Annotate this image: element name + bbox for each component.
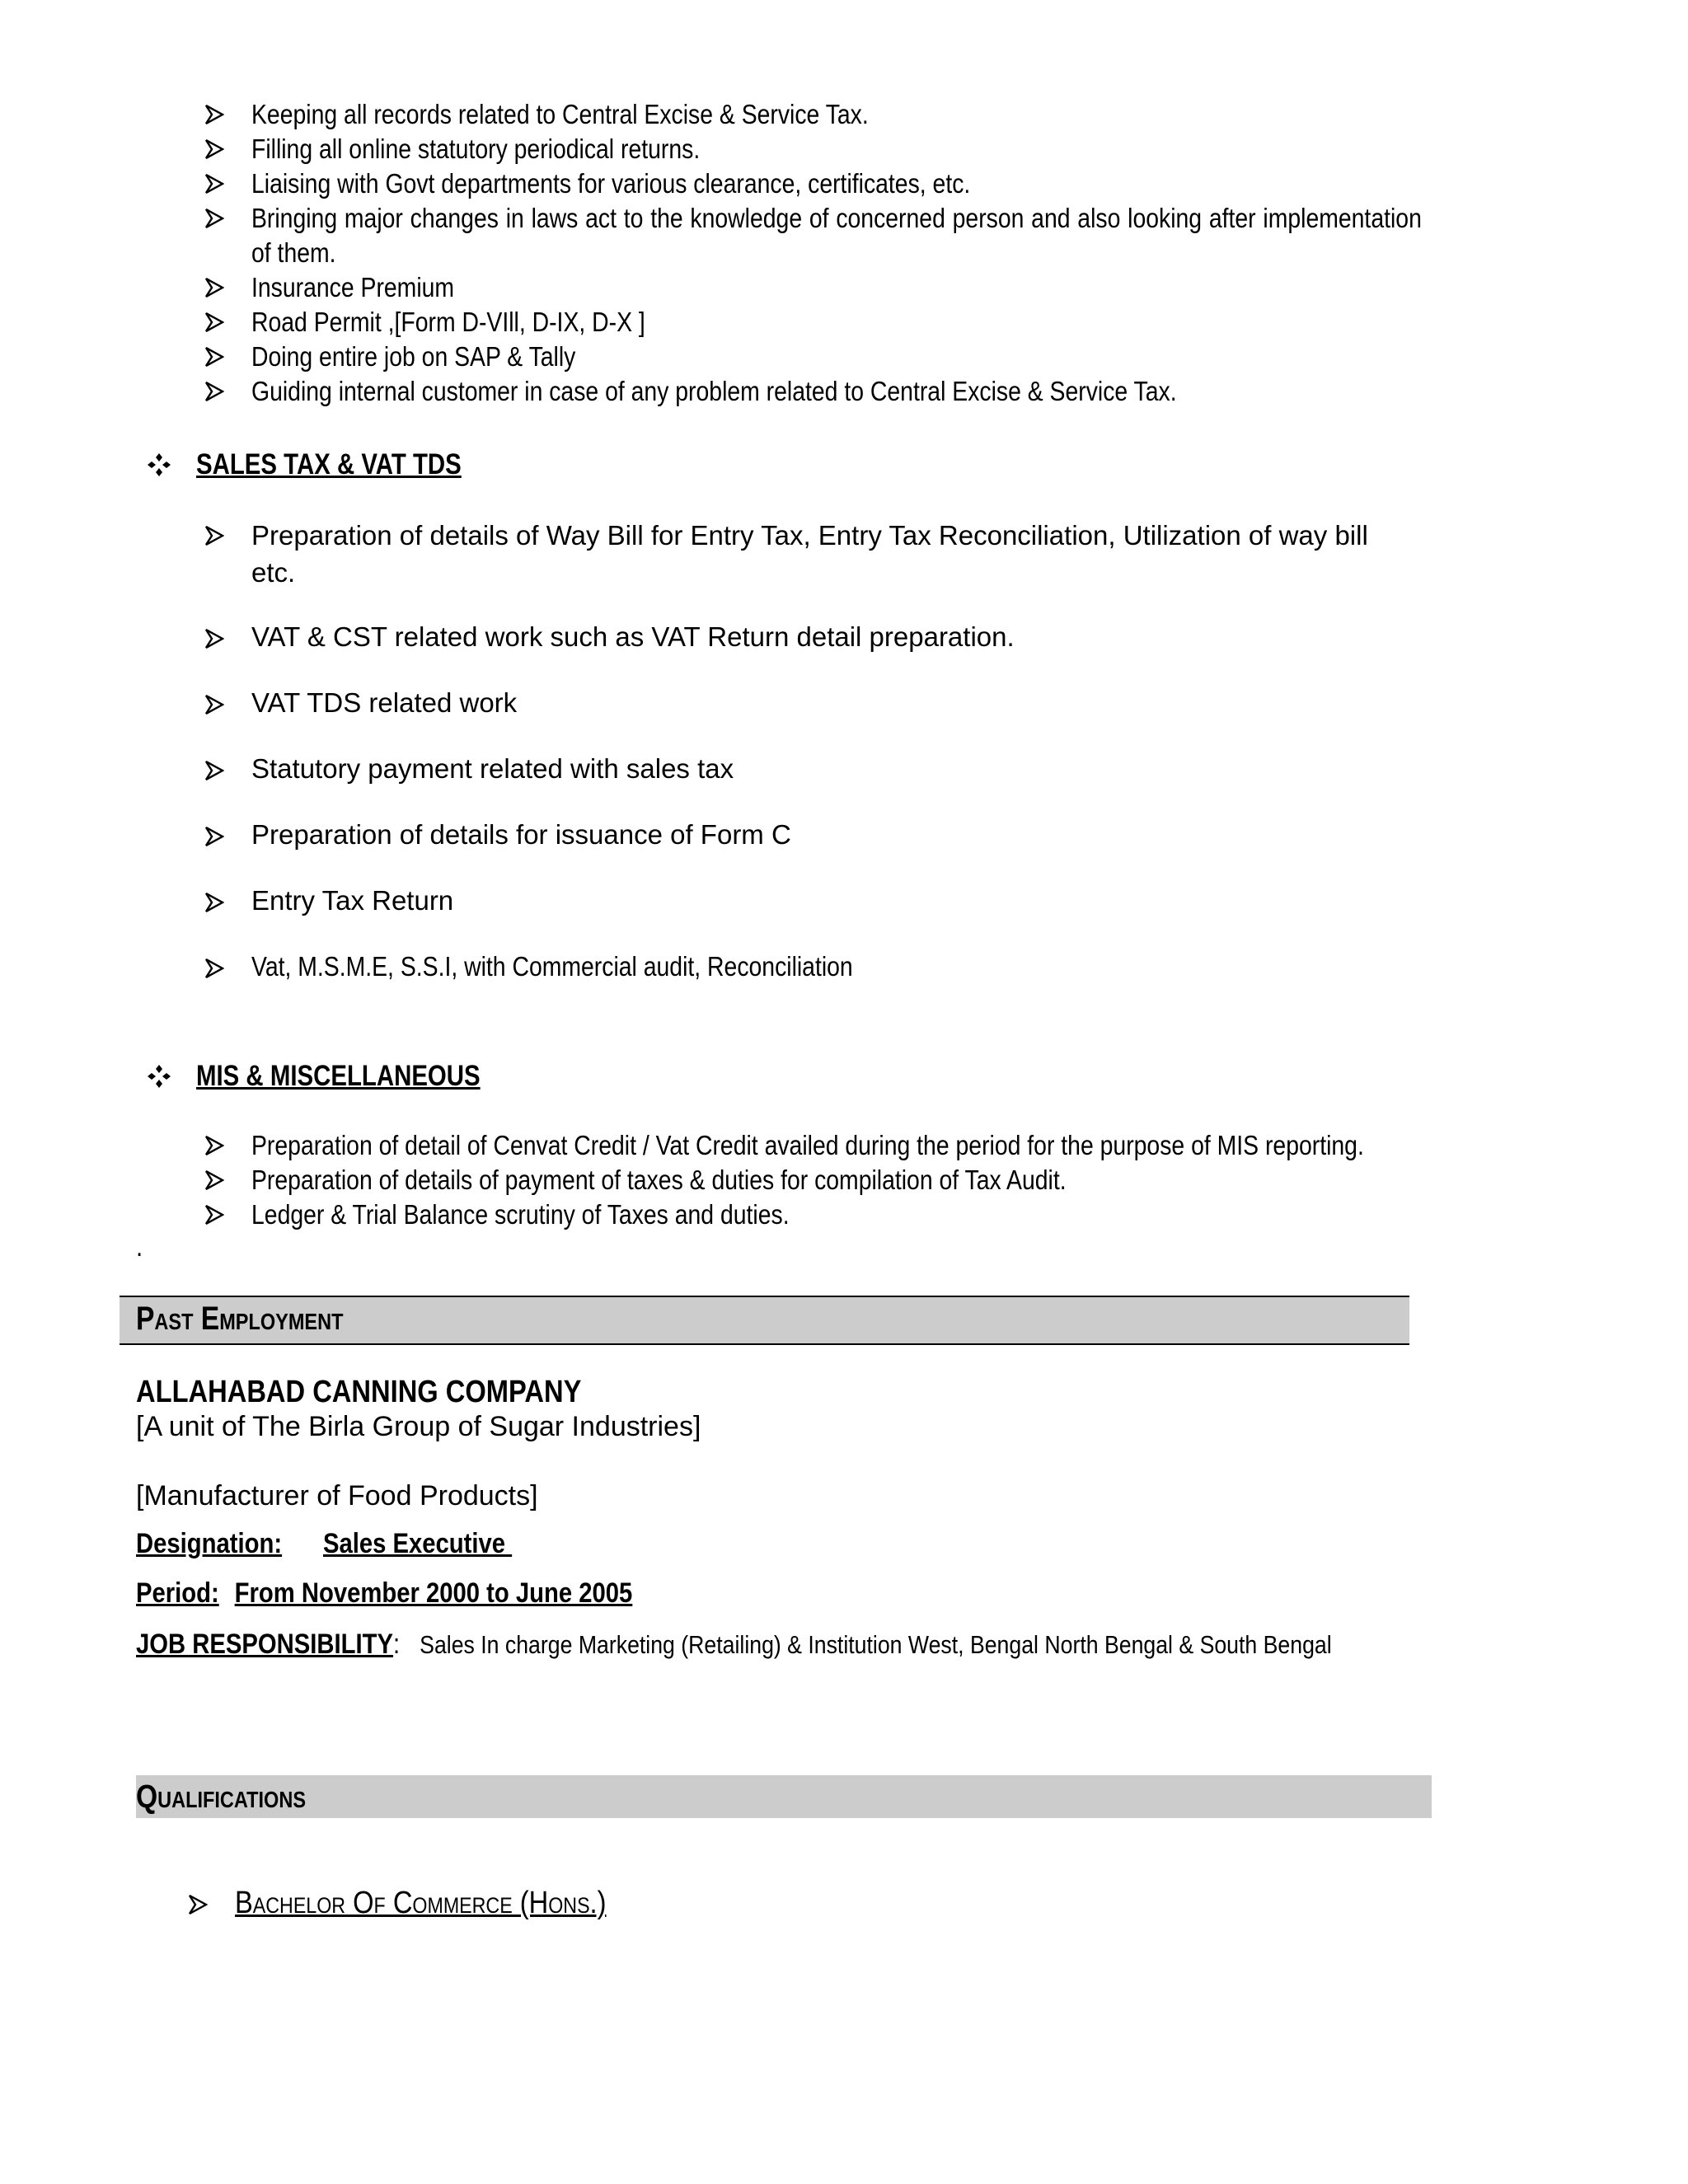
trailing-dot: .	[136, 1231, 143, 1263]
designation-line	[136, 1528, 512, 1560]
arrow-bullet-icon	[188, 1893, 208, 1916]
list-item-text: Insurance Premium	[251, 272, 455, 302]
arrow-bullet-icon	[204, 1203, 224, 1226]
period-line	[136, 1577, 632, 1610]
job-responsibility-line	[136, 1629, 1332, 1661]
job-colon: :	[392, 1629, 401, 1660]
section-heading-sales-tax	[147, 448, 512, 481]
arrow-bullet-icon	[204, 345, 224, 368]
list-item-text: Keeping all records related to Central Excise & Service Tax.	[251, 99, 869, 129]
job-label: JOB RESPONSIBILITY	[136, 1629, 393, 1660]
list-item-block	[251, 201, 1422, 270]
list-item-text: Doing entire job on SAP & Tally	[251, 341, 576, 372]
list-item-text: Preparation of detail of Cenvat Credit / Vat Credit availed during the period for the purpose of MIS reporting.	[251, 1130, 1364, 1160]
list-item-text: VAT TDS related work	[251, 687, 518, 718]
list-item-text: VAT & CST related work such as VAT Return detail preparation.	[251, 621, 1015, 652]
period-value: From November 2000 to June 2005	[234, 1577, 633, 1609]
company-manufacturer: [Manufacturer of Food Products]	[136, 1480, 538, 1511]
arrow-bullet-icon	[204, 380, 224, 403]
company-name: ALLAHABAD CANNING COMPANY	[136, 1375, 582, 1409]
arrow-bullet-icon	[204, 693, 224, 716]
section-heading-mis	[147, 1060, 534, 1093]
arrow-bullet-icon	[204, 524, 224, 547]
list-item-text: Vat, M.S.M.E, S.S.I, with Commercial audit, Reconciliation	[251, 951, 853, 982]
qualification-item: Bachelor Of Commerce (Hons.)	[235, 1886, 607, 1920]
list-item-text: Filling all online statutory periodical returns.	[251, 134, 701, 164]
section-title-qualifications: Qualifications	[136, 1779, 307, 1815]
diamond-bullet-icon	[147, 452, 171, 477]
section-title: MIS & MISCELLANEOUS	[196, 1060, 481, 1092]
list-item-text: Preparation of details of payment of taxes & duties for compilation of Tax Audit.	[251, 1165, 1067, 1195]
arrow-bullet-icon	[204, 207, 224, 230]
designation-label: Designation:	[136, 1528, 283, 1559]
list-item-text: Preparation of details of Way Bill for Entry Tax, Entry Tax Reconciliation, Utilization of way bill etc.	[251, 520, 1368, 588]
arrow-bullet-icon	[204, 1134, 224, 1157]
company-unit: [A unit of The Birla Group of Sugar Industries]	[136, 1411, 701, 1442]
arrow-bullet-icon	[204, 1169, 224, 1192]
arrow-bullet-icon	[204, 957, 224, 980]
arrow-bullet-icon	[204, 891, 224, 914]
list-item-text: Preparation of details for issuance of Form C	[251, 819, 791, 850]
list-item-text: Bringing major changes in laws act to the knowledge of concerned person and also looking after implementation of them.	[251, 203, 1422, 268]
designation-value: Sales Executive	[322, 1528, 506, 1559]
list-item-text: Ledger & Trial Balance scrutiny of Taxes and duties.	[251, 1199, 790, 1230]
list-item-text: Entry Tax Return	[251, 885, 454, 916]
list-item-text: Statutory payment related with sales tax	[251, 753, 734, 784]
section-title: SALES TAX & VAT TDS	[196, 448, 462, 480]
list-item-text: Guiding internal customer in case of any problem related to Central Excise & Service Tax.	[251, 376, 1177, 406]
job-value: Sales In charge Marketing (Retailing) & Institution West, Bengal North Bengal & South Bengal	[420, 1630, 1332, 1659]
list-item-text: Liaising with Govt departments for various clearance, certificates, etc.	[251, 168, 971, 199]
arrow-bullet-icon	[204, 138, 224, 161]
list-item-text: Road Permit ,[Form D-VIll, D-IX, D-X ]	[251, 307, 645, 337]
arrow-bullet-icon	[204, 311, 224, 334]
arrow-bullet-icon	[204, 276, 224, 299]
section-title-past-employment: Past Employment	[136, 1301, 344, 1337]
section-band-qualifications	[136, 1775, 1432, 1818]
arrow-bullet-icon	[204, 172, 224, 195]
arrow-bullet-icon	[204, 825, 224, 848]
period-label: Period:	[136, 1577, 219, 1609]
arrow-bullet-icon	[204, 103, 224, 126]
arrow-bullet-icon	[204, 627, 224, 650]
diamond-bullet-icon	[147, 1064, 171, 1089]
arrow-bullet-icon	[204, 759, 224, 782]
